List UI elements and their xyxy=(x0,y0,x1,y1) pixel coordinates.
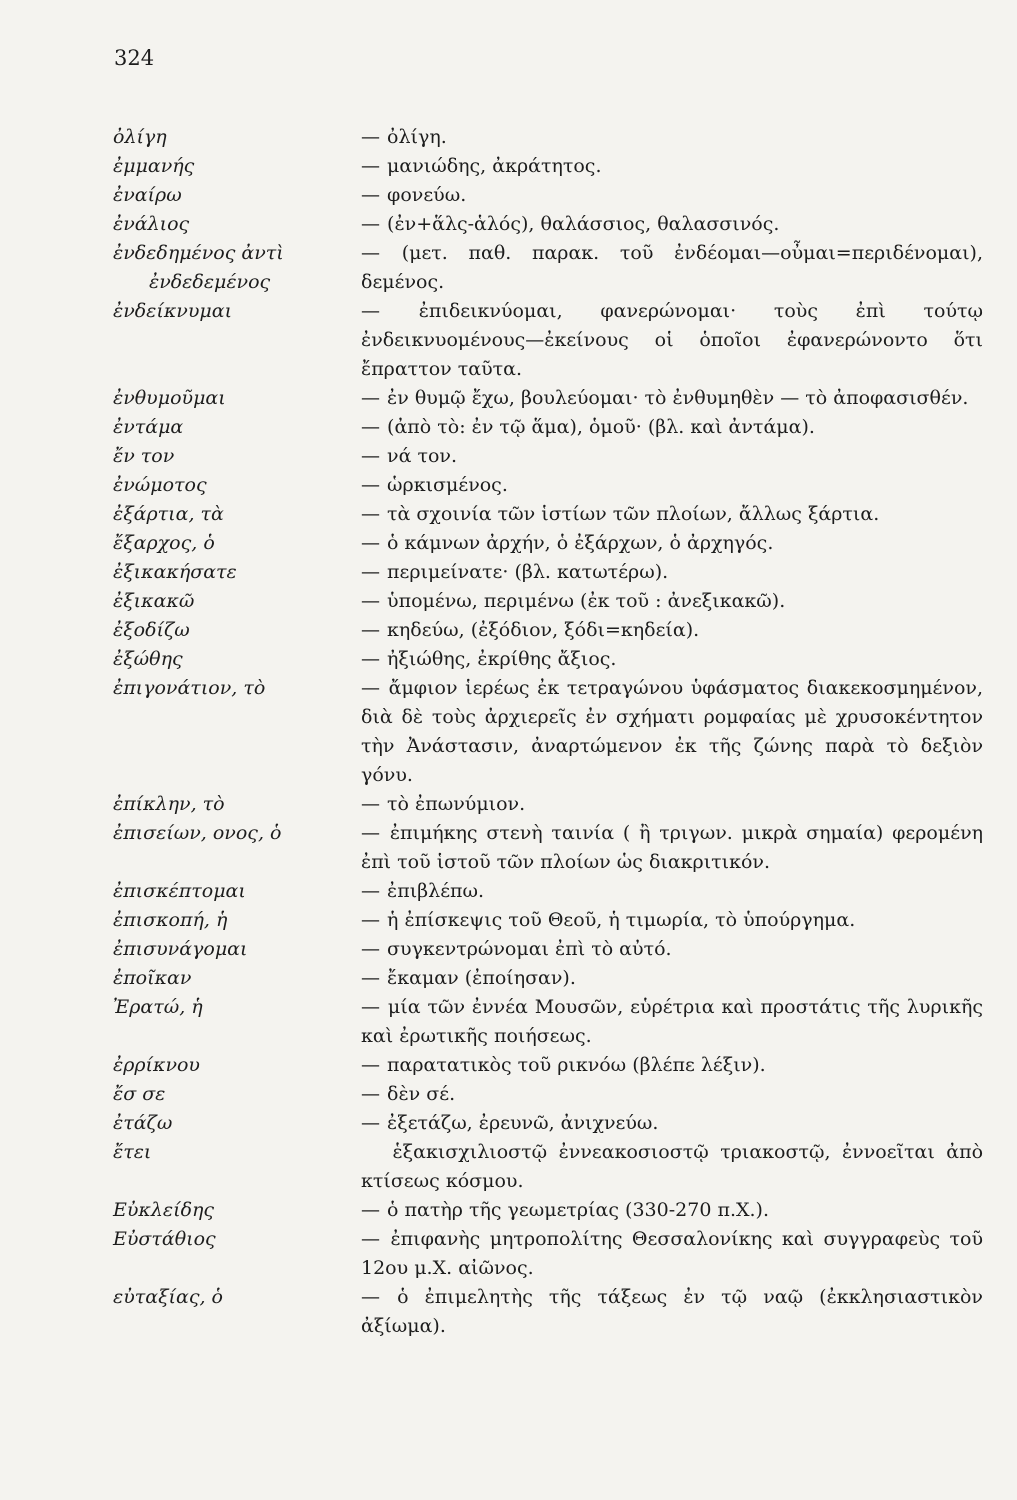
entry-definition-text: ὑπομένω, περιμένω (ἐκ τοῦ : ἀνεξικακῶ). xyxy=(387,590,786,612)
entry-definition xyxy=(361,297,983,384)
entry-dash: — xyxy=(361,503,380,525)
entry-term xyxy=(113,529,361,558)
entry-definition-text: ἐπιδεικνύομαι, φανερώνομαι· τοὺς ἐπὶ τούτῳ ἐνδεικνυομένους—ἐκείνους οἱ ὁποῖοι ἐφανερώνοντο ὅτι ἔπραττον ταῦτα. xyxy=(361,300,983,380)
entry-definition xyxy=(361,384,983,413)
glossary-entry xyxy=(113,645,983,674)
entry-definition xyxy=(361,935,983,964)
entry-term xyxy=(113,587,361,616)
glossary-entry xyxy=(113,181,983,210)
entry-term xyxy=(113,123,361,152)
entry-definition xyxy=(361,1283,983,1341)
entry-term-line: ἐξώθης xyxy=(113,648,183,670)
glossary-entry xyxy=(113,993,983,1051)
entry-term-line: ἐπιγονάτιον, τὸ xyxy=(113,677,266,699)
entry-term xyxy=(113,210,361,239)
entry-definition-text: ὡρκισμένος. xyxy=(387,474,508,496)
entry-definition xyxy=(361,877,983,906)
entry-term-line: ἔσ σε xyxy=(113,1083,166,1105)
entry-dash: — xyxy=(361,474,380,496)
entry-term xyxy=(113,1283,361,1312)
entry-term xyxy=(113,790,361,819)
entry-definition xyxy=(361,1138,983,1196)
entry-dash: — xyxy=(361,532,380,554)
entry-definition-text: ἔκαμαν (ἐποίησαν). xyxy=(387,967,576,989)
glossary-entry xyxy=(113,906,983,935)
entry-definition xyxy=(361,1080,983,1109)
entry-dash: — xyxy=(361,445,380,467)
entry-term-line: ἐναίρω xyxy=(113,184,182,206)
entry-term-line: ἐξικακῶ xyxy=(113,590,195,612)
entry-term-line: ἐπισυνάγομαι xyxy=(113,938,248,960)
entry-definition-text: νά τον. xyxy=(387,445,458,467)
entry-dash: — xyxy=(361,155,380,177)
entry-definition-text: παρατατικὸς τοῦ ρικνόω (βλέπε λέξιν). xyxy=(387,1054,766,1076)
entry-term xyxy=(113,442,361,471)
entry-definition-text: (ἀπὸ τὸ: ἐν τῷ ἅμα), ὁμοῦ· (βλ. καὶ ἀντάμα). xyxy=(387,416,815,438)
glossary-entry xyxy=(113,587,983,616)
entry-dash: — xyxy=(361,1286,380,1308)
entry-term xyxy=(113,181,361,210)
entry-term xyxy=(113,152,361,181)
entry-dash: — xyxy=(361,242,380,264)
glossary-entry xyxy=(113,1080,983,1109)
glossary-entry xyxy=(113,616,983,645)
entry-definition xyxy=(361,587,983,616)
glossary-entry xyxy=(113,239,983,297)
entry-term xyxy=(113,674,361,703)
entry-dash: — xyxy=(361,938,380,960)
entry-definition xyxy=(361,1225,983,1283)
entry-definition-text: ἐπιβλέπω. xyxy=(387,880,485,902)
entry-definition xyxy=(361,790,983,819)
entry-definition-text: ἐπιφανὴς μητροπολίτης Θεσσαλονίκης καὶ συγγραφεὺς τοῦ 12ου μ.Χ. αἰῶνος. xyxy=(361,1228,984,1279)
entry-term-line: ἐντάμα xyxy=(113,416,184,438)
entry-dash: — xyxy=(361,996,380,1018)
entry-definition xyxy=(361,993,983,1051)
entry-definition-text: ἐξετάζω, ἐρευνῶ, ἀνιχνεύω. xyxy=(387,1112,659,1134)
entry-definition xyxy=(361,1196,983,1225)
glossary-entry xyxy=(113,935,983,964)
entry-term-line: ἐποῖκαν xyxy=(113,967,192,989)
entry-definition-text: ὁ κάμνων ἀρχήν, ὁ ἐξάρχων, ὁ ἀρχηγός. xyxy=(387,532,774,554)
entry-term xyxy=(113,1080,361,1109)
glossary-entry xyxy=(113,1196,983,1225)
entry-term-line: Εὐστάθιος xyxy=(113,1228,216,1250)
entry-dash: — xyxy=(361,184,380,206)
entry-term xyxy=(113,1225,361,1254)
entry-dash: — xyxy=(361,1228,380,1250)
page-number: 324 xyxy=(114,46,155,70)
entry-term-line: ἐπίκλην, τὸ xyxy=(113,793,225,815)
entry-term-line: ἐπισείων, ονος, ὁ xyxy=(113,822,282,844)
entry-term xyxy=(113,471,361,500)
entry-definition-text: μανιώδης, ἀκράτητος. xyxy=(387,155,602,177)
entry-definition-text: ὁ πατὴρ τῆς γεωμετρίας (330-270 π.Χ.). xyxy=(387,1199,769,1221)
entry-term-line: Εὐκλείδης xyxy=(113,1199,215,1221)
entry-definition xyxy=(361,181,983,210)
entry-term xyxy=(113,935,361,964)
entry-definition-text: ἑξακισχιλιοστῷ ἐννεακοσιοστῷ τριακοστῷ, ἐννοεῖται ἀπὸ κτίσεως κόσμου. xyxy=(361,1141,984,1192)
entry-definition-text: τὰ σχοινία τῶν ἱστίων τῶν πλοίων, ἄλλως ξάρτια. xyxy=(387,503,880,525)
entry-term xyxy=(113,1051,361,1080)
entry-term xyxy=(113,1196,361,1225)
entry-definition xyxy=(361,152,983,181)
entry-definition-text: ὁ ἐπιμελητὴς τῆς τάξεως ἐν τῷ ναῷ (ἐκκλησιαστικὸν ἀξίωμα). xyxy=(361,1286,983,1337)
entry-definition xyxy=(361,239,983,297)
entry-dash: — xyxy=(361,880,380,902)
entry-definition-text: μία τῶν ἐννέα Μουσῶν, εὑρέτρια καὶ προστάτις τῆς λυρικῆς καὶ ἐρωτικῆς ποιήσεως. xyxy=(361,996,983,1047)
entry-dash: — xyxy=(361,1199,380,1221)
entry-term-line: ἐξοδίζω xyxy=(113,619,190,641)
entry-definition xyxy=(361,819,983,877)
entry-term-line: ἔτει xyxy=(113,1141,152,1163)
glossary-entry xyxy=(113,1283,983,1341)
glossary-entry xyxy=(113,964,983,993)
glossary-entry xyxy=(113,413,983,442)
entry-definition-text: ἠξιώθης, ἐκρίθης ἄξιος. xyxy=(387,648,617,670)
entry-term xyxy=(113,616,361,645)
entry-definition xyxy=(361,442,983,471)
entry-definition xyxy=(361,964,983,993)
entry-dash: — xyxy=(361,1112,380,1134)
entry-term xyxy=(113,297,361,326)
entry-term xyxy=(113,906,361,935)
entry-definition xyxy=(361,500,983,529)
entry-dash: — xyxy=(361,126,380,148)
entry-definition xyxy=(361,674,983,790)
glossary-entry xyxy=(113,529,983,558)
glossary-entry xyxy=(113,152,983,181)
entry-definition-text: τὸ ἐπωνύμιον. xyxy=(387,793,526,815)
glossary-entry xyxy=(113,877,983,906)
entry-term xyxy=(113,500,361,529)
entry-definition xyxy=(361,471,983,500)
glossary xyxy=(113,123,983,1341)
entry-term-line: ἐνθυμοῦμαι xyxy=(113,387,226,409)
entry-dash: — xyxy=(361,1054,380,1076)
entry-definition-text: (μετ. παθ. παρακ. τοῦ ἐνδέομαι—οὖμαι=περιδένομαι), δεμένος. xyxy=(361,242,984,293)
entry-dash: — xyxy=(361,677,380,699)
glossary-entry xyxy=(113,442,983,471)
entry-dash: — xyxy=(361,416,380,438)
entry-term-line: ἔν τον xyxy=(113,445,175,467)
entry-term-line: ἐνδεδεμένος xyxy=(149,271,271,293)
entry-term-line: ἐπισκοπή, ἡ xyxy=(113,909,228,931)
entry-term xyxy=(113,558,361,587)
entry-term xyxy=(113,413,361,442)
entry-term-line: ἐξικακήσατε xyxy=(113,561,237,583)
entry-term-line: ἐτάζω xyxy=(113,1112,173,1134)
entry-term xyxy=(113,993,361,1022)
entry-term-line: Ἐρατώ, ἡ xyxy=(113,996,203,1018)
glossary-entry xyxy=(113,1051,983,1080)
entry-dash: — xyxy=(361,648,380,670)
entry-dash: — xyxy=(361,822,380,844)
entry-term xyxy=(113,645,361,674)
entry-dash: — xyxy=(361,619,380,641)
entry-term xyxy=(113,1109,361,1138)
entry-definition xyxy=(361,413,983,442)
entry-term-line: ἐρρίκνου xyxy=(113,1054,200,1076)
entry-term-line: ἔξαρχος, ὁ xyxy=(113,532,215,554)
entry-dash: — xyxy=(361,909,380,931)
glossary-entry xyxy=(113,790,983,819)
glossary-entry xyxy=(113,471,983,500)
entry-term-line: ὀλίγη xyxy=(113,126,167,148)
entry-term-line: ἐνώμοτος xyxy=(113,474,207,496)
entry-term xyxy=(113,964,361,993)
entry-definition-text: ἡ ἐπίσκεψις τοῦ Θεοῦ, ἡ τιμωρία, τὸ ὑπούργημα. xyxy=(387,909,856,931)
entry-definition-text: κηδεύω, (ἐξόδιον, ξόδι=κηδεία). xyxy=(387,619,700,641)
entry-definition xyxy=(361,1109,983,1138)
entry-dash: — xyxy=(361,213,380,235)
entry-definition xyxy=(361,558,983,587)
entry-dash: — xyxy=(361,590,380,612)
entry-term xyxy=(113,877,361,906)
entry-definition-text: ἄμφιον ἱερέως ἐκ τετραγώνου ὑφάσματος διακεκοσμημένον, διὰ δὲ τοὺς ἀρχιερεῖς ἐν σχήματι ρομφαίας μὲ χρυσοκέντητον τὴν Ἀνάστασιν, ἀναρτώμενον ἐκ τῆς ζώνης παρὰ τὸ δεξιὸν γόνυ. xyxy=(361,677,983,786)
entry-definition-text: (ἐν+ἅλς-ἁλός), θαλάσσιος, θαλασσινός. xyxy=(387,213,780,235)
entry-term-line: ἐνδείκνυμαι xyxy=(113,300,233,322)
glossary-entry xyxy=(113,558,983,587)
entry-definition-text: περιμείνατε· (βλ. κατωτέρω). xyxy=(387,561,669,583)
entry-definition-text: ὀλίγη. xyxy=(387,126,447,148)
glossary-entry xyxy=(113,210,983,239)
entry-dash: — xyxy=(361,300,380,322)
entry-term-line: ἐνδεδημένος ἀντὶ xyxy=(113,242,284,264)
glossary-entry xyxy=(113,500,983,529)
glossary-entry xyxy=(113,1138,983,1196)
glossary-entry xyxy=(113,384,983,413)
entry-dash: — xyxy=(361,561,380,583)
entry-definition xyxy=(361,529,983,558)
entry-definition xyxy=(361,616,983,645)
entry-definition xyxy=(361,123,983,152)
glossary-entry xyxy=(113,1109,983,1138)
entry-term xyxy=(113,239,361,297)
entry-definition xyxy=(361,645,983,674)
glossary-entry xyxy=(113,674,983,790)
entry-dash: — xyxy=(361,387,380,409)
glossary-entry xyxy=(113,819,983,877)
entry-definition-text: φονεύω. xyxy=(387,184,467,206)
entry-dash: — xyxy=(361,967,380,989)
entry-definition xyxy=(361,1051,983,1080)
entry-definition-text: συγκεντρώνομαι ἐπὶ τὸ αὐτό. xyxy=(387,938,672,960)
entry-term xyxy=(113,384,361,413)
entry-definition xyxy=(361,906,983,935)
entry-definition xyxy=(361,210,983,239)
entry-term xyxy=(113,1138,361,1167)
entry-definition-text: δὲν σέ. xyxy=(387,1083,456,1105)
entry-term-line: εὐταξίας, ὁ xyxy=(113,1286,223,1308)
entry-term-line: ἐπισκέπτομαι xyxy=(113,880,246,902)
entry-definition-text: ἐν θυμῷ ἔχω, βουλεύομαι· τὸ ἐνθυμηθὲν — τὸ ἀποφασισθέν. xyxy=(387,387,969,409)
glossary-entry xyxy=(113,123,983,152)
entry-dash: — xyxy=(361,1083,380,1105)
entry-definition-text: ἐπιμήκης στενὴ ταινία ( ἢ τριγων. μικρὰ σημαία) φερομένη ἐπὶ τοῦ ἱστοῦ τῶν πλοίων ὡς διακριτικόν. xyxy=(361,822,983,873)
entry-term-line: ἐνάλιος xyxy=(113,213,190,235)
entry-dash: — xyxy=(361,793,380,815)
entry-term-line: ἐμμανής xyxy=(113,155,195,177)
entry-term-line: ἐξάρτια, τὰ xyxy=(113,503,224,525)
entry-term xyxy=(113,819,361,848)
glossary-entry xyxy=(113,1225,983,1283)
glossary-entry xyxy=(113,297,983,384)
